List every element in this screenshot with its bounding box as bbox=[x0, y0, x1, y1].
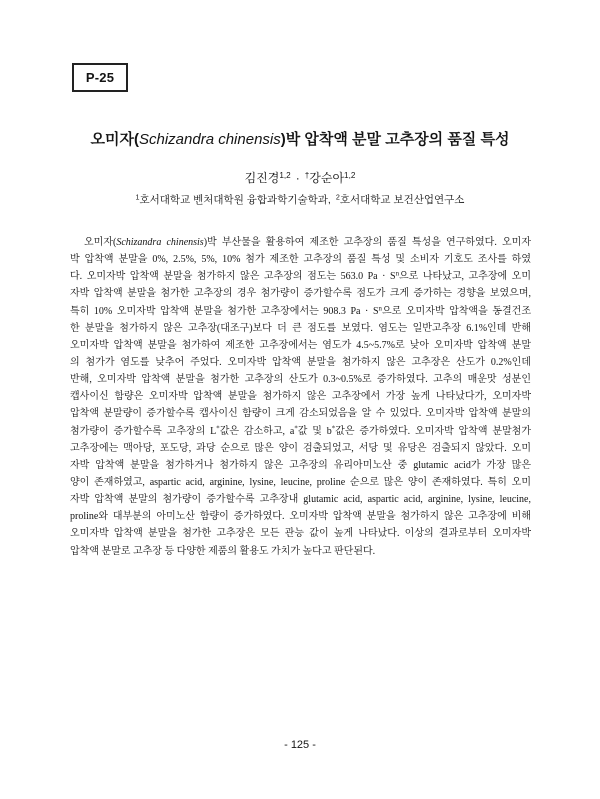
abstract-line bbox=[70, 337, 531, 354]
abstract-line bbox=[70, 371, 531, 388]
superscript: n bbox=[378, 305, 382, 313]
abstract-line bbox=[70, 423, 531, 440]
abstract-line bbox=[70, 405, 531, 422]
author-name: 김진경 bbox=[244, 171, 280, 185]
abstract-text: 박 압착액 분말을 0%, 2.5%, 5%, 10% 첨가 제조한 고추장의 품질 특성 및 소비자 기호도 조사를 하였 bbox=[70, 254, 531, 266]
abstract-line bbox=[70, 543, 531, 560]
abstract-line bbox=[70, 491, 531, 508]
superscript: n bbox=[395, 270, 399, 278]
abstract-line bbox=[70, 440, 531, 457]
paper-title bbox=[30, 130, 570, 150]
superscript: * bbox=[216, 425, 220, 433]
abstract-text: 자박 압착액 분말의 첨가량이 증가할수록 고추장내 glutamic acid, aspartic acid, arginine, lysine, leucine, bbox=[70, 494, 531, 506]
affiliation-mark: 1 bbox=[135, 193, 140, 202]
abstract-text: proline와 대부분의 아미노산 함량이 증가하였다. 오미자박 압착액 분말을 첨가하지 않은 고추장에 비해 bbox=[70, 511, 531, 523]
abstract-text: 자박 압착액 분말을 첨가한 고추장의 경우 첨가량이 증가할수록 점도가 크게 증가하는 경향을 보였으며, bbox=[70, 288, 531, 300]
abstract-line bbox=[70, 525, 531, 542]
abstract-line bbox=[70, 474, 531, 491]
abstract-line bbox=[70, 320, 531, 337]
abstract-line bbox=[70, 354, 531, 371]
abstract-line bbox=[70, 303, 531, 320]
abstract-text: 오미자( bbox=[84, 237, 117, 248]
abstract-text: 다. 오미자박 압착액 분말을 첨가하지 않은 고추장의 점도는 563.0 Pa · S bbox=[70, 271, 396, 283]
superscript: * bbox=[294, 425, 298, 433]
abstract-line bbox=[70, 388, 531, 405]
abstract-line bbox=[70, 234, 531, 251]
affiliation-text: 호서대학교 벤처대학원 융합과학기술학과 bbox=[139, 194, 328, 206]
abstract-text: 반해, 오미자박 압착액 분말을 첨가한 고추장의 산도가 0.3~0.5%로 증가하였다. 고추의 매운맛 성분인 bbox=[70, 374, 531, 386]
abstract-text: 캡사이신 함량은 오미자박 압착액 분말을 첨가하지 않은 고추장에서 가장 높게 나타났다가, 오미자박 bbox=[70, 391, 531, 403]
abstract-line bbox=[70, 285, 531, 302]
corresponding-author-mark: † bbox=[304, 170, 310, 180]
abstract-text: 압착액 분말로 고추장 등 다양한 제품의 활용도 가치가 높다고 판단된다. bbox=[70, 545, 376, 557]
author-affiliation-mark: 1,2 bbox=[344, 170, 356, 180]
abstract-text: 값은 증가하였다. 오미자박 압착액 분말첨가 bbox=[335, 425, 531, 437]
abstract-line bbox=[70, 508, 531, 525]
affiliation-list bbox=[30, 193, 570, 207]
abstract-body bbox=[70, 234, 531, 560]
poster-number: P-25 bbox=[85, 70, 115, 85]
abstract-text: 값 및 b bbox=[297, 425, 332, 437]
species-name-italic: Schizandra chinensis bbox=[116, 237, 204, 248]
author-separator: · bbox=[295, 171, 300, 185]
abstract-text: 한 분말을 첨가하지 않은 고추장(대조구)보다 더 큰 점도를 보였다. 염도는 일반고추장 6.1%인데 반해 bbox=[70, 322, 531, 334]
abstract-text: )박 부산물을 활용하여 제조한 고추장의 품질 특성을 연구하였다. 오미자 bbox=[203, 237, 531, 248]
abstract-line bbox=[70, 268, 531, 285]
abstract-text: 값은 감소하고, a bbox=[219, 425, 295, 437]
abstract-line bbox=[70, 457, 531, 474]
abstract-text: 오미자박 압착액 분말을 첨가하여 제조한 고추장에서는 염도가 4.5~5.7%로 낮아 오미자박 압착액 분말 bbox=[70, 339, 531, 351]
page-number: - 125 - bbox=[284, 739, 316, 751]
abstract-text: 양이 존재하였고, aspartic acid, arginine, lysine, leucine, proline 순으로 많은 양이 존재하였다. 특히 오미 bbox=[70, 476, 531, 488]
page-footer bbox=[0, 738, 600, 752]
abstract-text: 으로 오미자박 압착액을 동결건조 bbox=[381, 305, 531, 317]
affiliation-text: 호서대학교 보건산업연구소 bbox=[339, 194, 465, 206]
abstract-text: 고추장에는 맥아당, 포도당, 과당 순으로 많은 양이 검출되었고, 서당 및 유당은 검출되지 않았다. 오미 bbox=[70, 442, 531, 454]
abstract-line bbox=[70, 251, 531, 268]
affiliation-mark: 2 bbox=[335, 193, 340, 202]
title-text-pre: 오미자( bbox=[90, 131, 139, 148]
affiliation-separator: , bbox=[327, 194, 331, 206]
author-affiliation-mark: 1,2 bbox=[279, 170, 291, 180]
abstract-text: 압착액 분말량이 증가할수록 캡사이신 함량이 크게 감소되었음을 알 수 있었다. 오미자박 압착액 분말의 bbox=[70, 408, 531, 420]
abstract-text: 의 첨가가 염도를 낮추어 주었다. 오미자박 압착액 분말을 첨가하지 않은 고추장은 산도가 0.2%인데 bbox=[70, 356, 531, 368]
abstract-text: 오미자박 압착액 분말을 첨가한 고추장은 모든 관능 값이 높게 나타났다. 이상의 결과로부터 오미자박 bbox=[70, 528, 531, 540]
title-species-italic: Schizandra chinensis bbox=[139, 131, 281, 148]
abstract-text: 으로 나타났고, 고추장에 오미 bbox=[398, 271, 531, 283]
abstract-text: 특히 10% 오미자박 압착액 분말을 첨가한 고추장에서는 908.3 Pa · S bbox=[70, 305, 379, 317]
abstract-text: 자박 압착액 분말을 첨가하거나 첨가하지 않은 고추장의 유리아미노산 중 glutamic acid가 가장 많은 bbox=[70, 459, 531, 471]
poster-number-box bbox=[72, 63, 128, 92]
abstract-text: 첨가량이 증가할수록 고추장의 L bbox=[70, 425, 217, 437]
superscript: * bbox=[331, 425, 336, 433]
author-list bbox=[30, 170, 570, 186]
author-name: 강순아 bbox=[309, 171, 345, 185]
title-text-post: )박 압착액 분말 고추장의 품질 특성 bbox=[280, 131, 510, 148]
